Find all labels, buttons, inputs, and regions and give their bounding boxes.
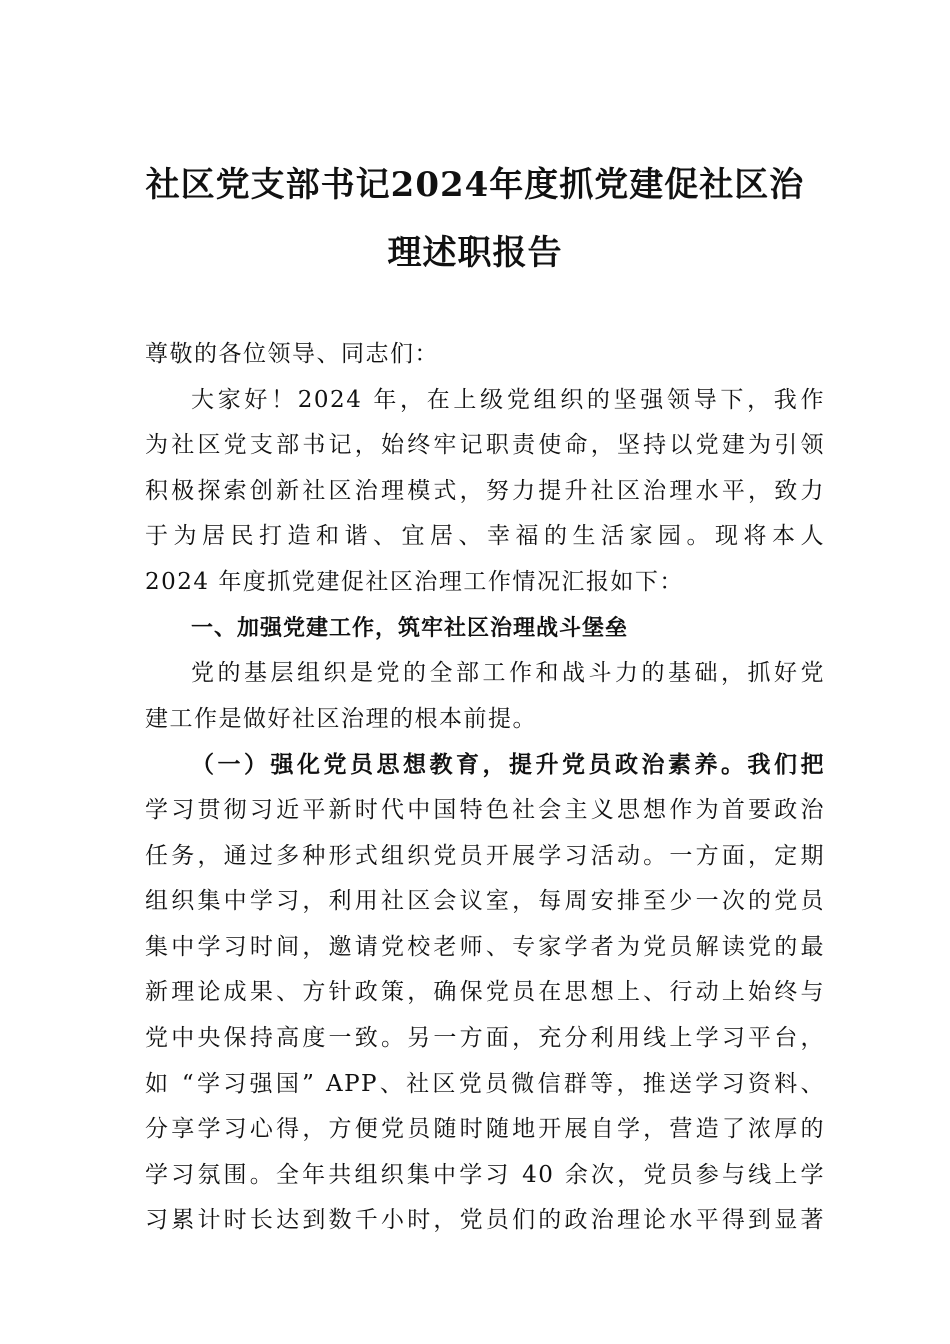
section-heading: 一、加强党建工作，筑牢社区治理战斗堡垒 xyxy=(191,615,629,641)
paragraph-line: 积极探索创新社区治理模式，努力提升社区治理水平，致力 xyxy=(145,477,825,504)
paragraph-line: 习累计时长达到数千小时，党员们的政治理论水平得到显著 xyxy=(145,1207,825,1234)
paragraph-line: 分享学习心得，方便党员随时随地开展自学，营造了浓厚的 xyxy=(145,1116,825,1143)
salutation: 尊敬的各位领导、同志们： xyxy=(145,341,439,367)
paragraph-line: 新理论成果、方针政策，确保党员在思想上、行动上始终与 xyxy=(145,979,825,1006)
title-line-2: 理述职报告 xyxy=(387,233,563,273)
paragraph-line: 任务，通过多种形式组织党员开展学习活动。一方面，定期 xyxy=(145,842,825,869)
paragraph-line: 建工作是做好社区治理的根本前提。 xyxy=(145,705,537,732)
body-text xyxy=(145,332,825,1244)
paragraph-line: 于为居民打造和谐、宜居、幸福的生活家园。现将本人 xyxy=(145,523,825,550)
paragraph-line: 如 “学习强国” APP、社区党员微信群等，推送学习资料、 xyxy=(145,1070,825,1097)
subsection-heading-line: （一）强化党员思想教育，提升党员政治素养。我们把 xyxy=(191,751,825,779)
paragraph-line: 大家好！2024 年，在上级党组织的坚强领导下，我作 xyxy=(191,386,825,413)
title-line-1: 社区党支部书记2024年度抓党建促社区治 xyxy=(145,165,805,205)
paragraph-line: 学习氛围。全年共组织集中学习 40 余次，党员参与线上学 xyxy=(145,1161,825,1188)
paragraph-line: 学习贯彻习近平新时代中国特色社会主义思想作为首要政治 xyxy=(145,796,825,823)
paragraph-line: 为社区党支部书记，始终牢记职责使命，坚持以党建为引领 xyxy=(145,432,825,459)
paragraph-line: 党中央保持高度一致。另一方面，充分利用线上学习平台， xyxy=(145,1024,825,1051)
paragraph-line: 组织集中学习，利用社区会议室，每周安排至少一次的党员 xyxy=(145,888,825,915)
paragraph-line: 党的基层组织是党的全部工作和战斗力的基础，抓好党 xyxy=(191,660,825,687)
paragraph-line: 集中学习时间，邀请党校老师、专家学者为党员解读党的最 xyxy=(145,933,825,960)
paragraph-line: 2024 年度抓党建促社区治理工作情况汇报如下： xyxy=(145,568,684,595)
